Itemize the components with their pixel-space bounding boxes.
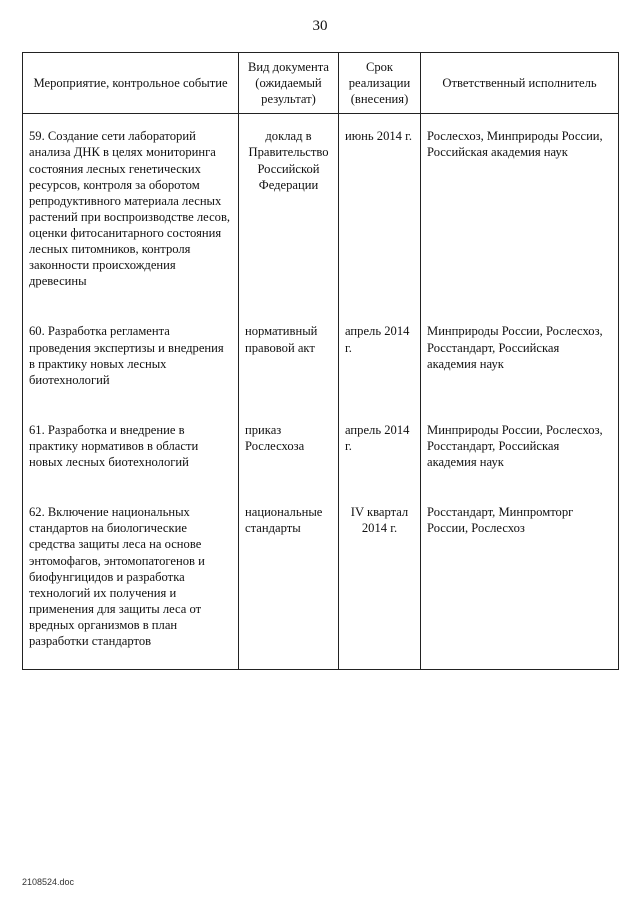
header-deadline: Срок реализации (внесения) xyxy=(339,53,421,114)
document-reference: 2108524.doc xyxy=(22,877,75,887)
cell-responsible: Минприроды России, Рослесхоз, Росстандарт, Российская академия наук xyxy=(421,408,619,490)
table-row xyxy=(23,309,619,407)
cell-event: 62. Включение национальных стандартов на биологические средства защиты леса на основе энтомофагов, энтомопатогенов и биофунгицидов и разработка технологий их получения и применения для защиты леса от вредных организмов в план разработки стандартов xyxy=(23,490,239,669)
header-responsible: Ответственный исполнитель xyxy=(421,53,619,114)
cell-responsible: Росстандарт, Минпромторг России, Рослесхоз xyxy=(421,490,619,669)
cell-doc-type: нормативный правовой акт xyxy=(239,309,339,407)
cell-doc-type: приказ Рослесхоза xyxy=(239,408,339,490)
page-number: 30 xyxy=(312,18,328,34)
header-doc-type: Вид документа (ожидаемый результат) xyxy=(239,53,339,114)
cell-deadline: апрель 2014 г. xyxy=(339,408,421,490)
measures-table xyxy=(22,52,619,670)
table-header-row xyxy=(23,53,619,114)
header-event: Мероприятие, контрольное событие xyxy=(23,53,239,114)
cell-responsible: Минприроды России, Рослесхоз, Росстандарт, Российская академия наук xyxy=(421,309,619,407)
cell-event: 60. Разработка регламента проведения экспертизы и внедрения в практику новых лесных биотехнологий xyxy=(23,309,239,407)
cell-responsible: Рослесхоз, Минприроды России, Российская академия наук xyxy=(421,114,619,310)
table-row xyxy=(23,114,619,310)
cell-doc-type: национальные стандарты xyxy=(239,490,339,669)
cell-doc-type: доклад в Правительство Российской Федерации xyxy=(239,114,339,310)
cell-deadline: июнь 2014 г. xyxy=(339,114,421,310)
cell-event: 61. Разработка и внедрение в практику нормативов в области новых лесных биотехнологий xyxy=(23,408,239,490)
table-row xyxy=(23,408,619,490)
cell-deadline: IV квартал 2014 г. xyxy=(339,490,421,669)
table-row xyxy=(23,490,619,669)
cell-event: 59. Создание сети лабораторий анализа ДНК в целях мониторинга состояния лесных генетических ресурсов, контроля за оборотом репродуктивного материала лесных растений при воспроизводстве лесов, оценки фитосанитарного состояния лесных питомников, контроля законности происхождения древесины xyxy=(23,114,239,310)
cell-deadline: апрель 2014 г. xyxy=(339,309,421,407)
